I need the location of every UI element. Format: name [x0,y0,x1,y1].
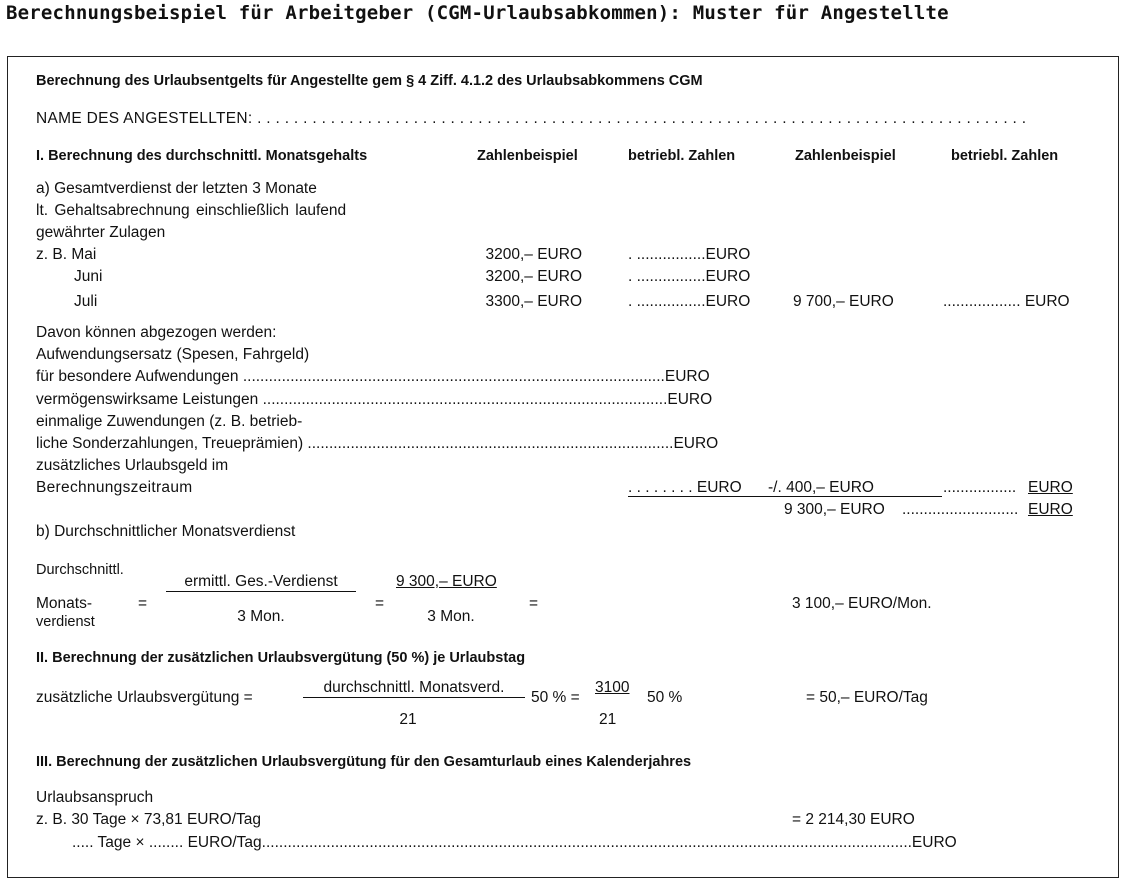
sum-company-field[interactable]: .................. EURO [943,293,1070,310]
month-company-field[interactable]: . ................EURO [628,268,751,285]
section-2-percent-1: 50 % = [531,689,580,706]
result-company-dots[interactable]: ........................... [902,501,1019,518]
deduction-one-time-line-1: einmalige Zuwendungen (z. B. betrieb- [36,413,303,430]
month-company-field[interactable]: . ................EURO [628,293,751,310]
section-3-line-2: z. B. 30 Tage × 73,81 EURO/Tag [36,811,262,828]
column-header-company-2: betriebl. Zahlen [951,148,1059,164]
avg-label-1: Durchschnittl. [36,562,124,578]
column-header-example-2: Zahlenbeispiel [795,148,896,164]
section-2-label: zusätzliche Urlaubsvergütung = [36,689,253,706]
result-company-unit: EURO [1028,501,1073,518]
sum-example: 9 700,– EURO [793,293,894,310]
equals-sign: = [375,595,385,612]
deduction-expenses-field[interactable]: für besondere Aufwendungen ..................................................................................................EURO [36,368,710,385]
section-2-result: = 50,– EURO/Tag [806,689,928,706]
deduction-holiday-pay-company-field[interactable]: . . . . . . . . EURO [628,479,742,496]
section-2-fraction-1-denominator: 21 [399,711,417,728]
section-3-heading: III. Berechnung der zusätzlichen Urlaubsvergütung für den Gesamturlaub eines Kalenderjahres [36,754,692,770]
deduction-holiday-pay-line-1: zusätzliches Urlaubsgeld im [36,457,229,474]
column-header-company-1: betriebl. Zahlen [628,148,736,164]
section-2-heading: II. Berechnung der zusätzlichen Urlaubsvergütung (50 %) je Urlaubstag [36,650,526,666]
section-b-heading: b) Durchschnittlicher Monatsverdienst [36,523,296,540]
month-label: z. B. Mai [36,246,97,263]
section-2-fraction-1-numerator: durchschnittl. Monatsverd. [303,679,525,698]
month-value: 3300,– EURO [485,293,582,310]
deduction-holiday-pay-company2-dots[interactable]: ................. [943,479,1017,496]
avg-label-3: verdienst [36,614,95,630]
equals-sign: = [138,595,148,612]
section-a-line-2: lt. Gehaltsabrechnung einschließlich laufend [36,202,347,219]
section-2-percent-2: 50 % [647,689,683,706]
equals-sign: = [529,595,539,612]
section-3-result: = 2 214,30 EURO [792,811,915,828]
month-label: Juni [74,268,103,285]
column-header-example-1: Zahlenbeispiel [477,148,578,164]
deduction-holiday-pay-example: -/. 400,– EURO [768,479,874,496]
month-value: 3200,– EURO [485,246,582,263]
section-a-line-1: a) Gesamtverdienst der letzten 3 Monate [36,180,317,197]
deduction-capital-savings-field[interactable]: vermögenswirksame Leistungen ..............................................................................................EURO [36,391,713,408]
section-3-line-1: Urlaubsanspruch [36,789,154,806]
section-2-fraction-2-denominator: 21 [599,711,617,728]
month-label: Juli [74,293,98,310]
form-heading: Berechnung des Urlaubsentgelts für Angestellte gem § 4 Ziff. 4.1.2 des Urlaubsabkommens CGM [36,73,703,89]
deduction-holiday-pay-company2-unit: EURO [1028,479,1073,496]
fraction-1-numerator: ermittl. Ges.-Verdienst [166,573,356,592]
fraction-2-denominator: 3 Mon. [427,608,475,622]
month-company-field[interactable]: . ................EURO [628,246,751,263]
section-3-company-field[interactable]: ..... Tage × ........ EURO/Tag.......................................................................................................................................................EURO [72,834,957,851]
fraction-2-numerator: 9 300,– EURO [396,573,497,590]
deduction-holiday-pay-line-2: Berechnungszeitraum [36,479,193,496]
section-1-heading: I. Berechnung des durchschnittl. Monatsgehalts [36,148,368,164]
section-2-fraction-2-numerator: 3100 [595,679,630,696]
page-title: Berechnungsbeispiel für Arbeitgeber (CGM-Urlaubsabkommen): Muster für Angestellte [6,2,949,24]
month-value: 3200,– EURO [485,268,582,285]
fraction-1-denominator: 3 Mon. [237,608,285,622]
employee-name-field[interactable]: NAME DES ANGESTELLTEN: . . . . . . . . . . . . . . . . . . . . . . . . . . . . . . . . . . . . . . . . . . . . . . . . . . . . . . . . . . . . . . . . . . . . . . . . . . . . . . . . . . . . [36,110,1027,127]
deduction-one-time-field[interactable]: liche Sonderzahlungen, Treueprämien) .....................................................................................EURO [36,435,719,452]
section-a-line-3: gewährter Zulagen [36,224,166,241]
deduction-expenses-line-1: Aufwendungsersatz (Spesen, Fahrgeld) [36,346,310,363]
average-result: 3 100,– EURO/Mon. [792,595,932,612]
result-example: 9 300,– EURO [784,501,885,518]
avg-label-2: Monats- [36,595,92,612]
deductions-intro: Davon können abgezogen werden: [36,324,277,341]
